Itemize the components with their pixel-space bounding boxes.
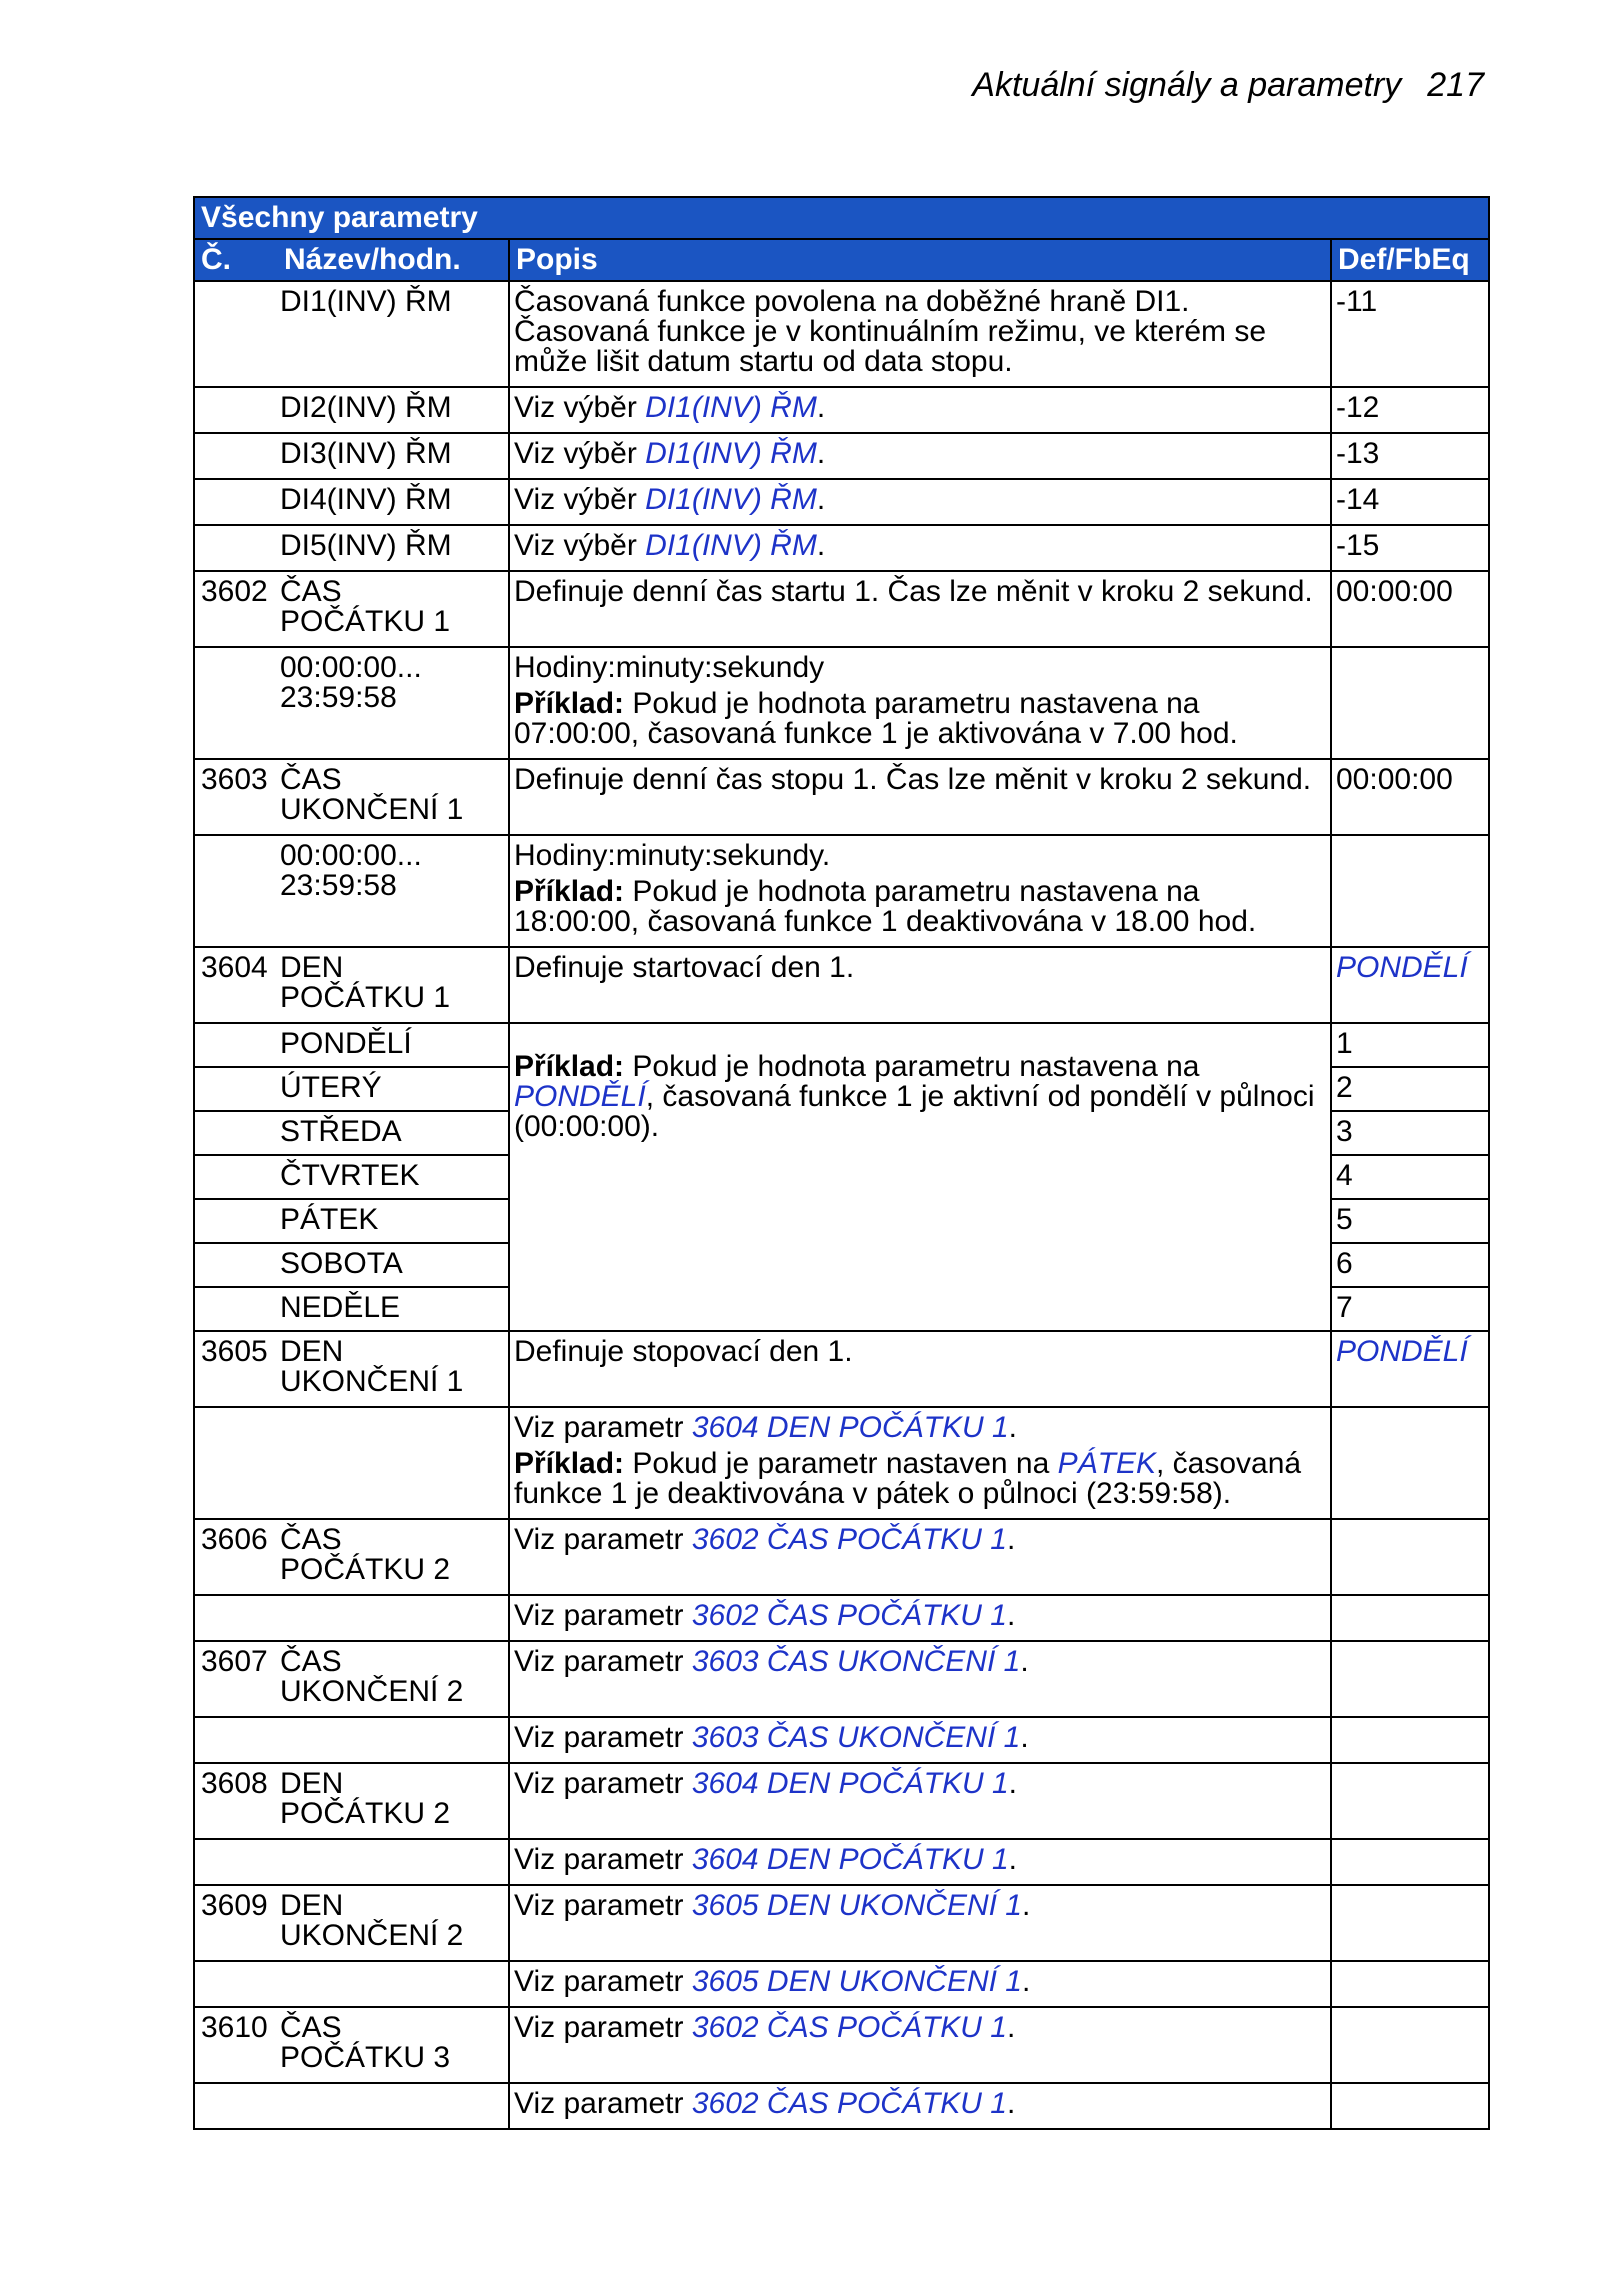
page-header	[972, 66, 1484, 105]
param-desc: Definuje startovací den 1.	[509, 947, 1331, 1023]
table-row	[194, 433, 1489, 479]
param-number: 3605	[194, 1331, 278, 1407]
param-def	[1331, 947, 1489, 1023]
param-link[interactable]: 3602 ČAS POČÁTKU 1	[691, 2087, 1007, 2120]
table-row	[194, 1519, 1489, 1595]
param-name: DI4(INV) ŘM	[278, 479, 509, 525]
param-def: -13	[1331, 433, 1489, 479]
param-name: ČAS POČÁTKU 2	[278, 1519, 509, 1595]
param-name: ČAS POČÁTKU 3	[278, 2007, 509, 2083]
col-header-no: Č.	[194, 239, 278, 281]
day-value: 2	[1331, 1067, 1489, 1111]
param-name: DI1(INV) ŘM	[278, 281, 509, 387]
param-desc: Viz parametr 3602 ČAS POČÁTKU 1.	[509, 1519, 1331, 1595]
param-link[interactable]: 3604 DEN POČÁTKU 1	[691, 1767, 1009, 1800]
param-number: 3608	[194, 1763, 278, 1839]
col-header-name: Název/hodn.	[278, 239, 509, 281]
table-row	[194, 1641, 1489, 1717]
param-desc: Viz parametr 3604 DEN POČÁTKU 1.	[509, 1763, 1331, 1839]
table-row	[194, 1331, 1489, 1407]
param-name: ČAS UKONČENÍ 1	[278, 759, 509, 835]
param-link[interactable]: 3602 ČAS POČÁTKU 1	[691, 2011, 1007, 2044]
day-name: SOBOTA	[278, 1243, 509, 1287]
param-link[interactable]: 3603 ČAS UKONČENÍ 1	[691, 1721, 1021, 1754]
param-link[interactable]: 3602 ČAS POČÁTKU 1	[691, 1599, 1007, 1632]
day-name: PÁTEK	[278, 1199, 509, 1243]
param-desc: Viz parametr 3602 ČAS POČÁTKU 1.	[509, 1595, 1331, 1641]
param-desc: Viz výběr DI1(INV) ŘM.	[509, 433, 1331, 479]
param-def: -12	[1331, 387, 1489, 433]
col-header-def: Def/FbEq	[1331, 239, 1489, 281]
param-desc: Viz parametr 3604 DEN POČÁTKU 1.	[509, 1839, 1331, 1885]
param-link[interactable]: PÁTEK	[1057, 1447, 1157, 1480]
param-number: 3604	[194, 947, 278, 1023]
param-def-link[interactable]: PONDĚLÍ	[1336, 1335, 1468, 1368]
day-value: 6	[1331, 1243, 1489, 1287]
param-name: DEN UKONČENÍ 1	[278, 1331, 509, 1407]
param-link[interactable]: DI1(INV) ŘM	[645, 391, 817, 424]
table-row	[194, 479, 1489, 525]
table-row	[194, 1595, 1489, 1641]
table-row	[194, 1407, 1489, 1519]
param-link[interactable]: DI1(INV) ŘM	[645, 529, 817, 562]
param-desc: Příklad: Pokud je hodnota parametru nastavena na PONDĚLÍ, časovaná funkce 1 je aktivní od pondělí v půlnoci (00:00:00).	[509, 1023, 1331, 1331]
param-number: 3603	[194, 759, 278, 835]
param-link[interactable]: 3602 ČAS POČÁTKU 1	[691, 1523, 1007, 1556]
param-name: DEN POČÁTKU 1	[278, 947, 509, 1023]
param-def: -15	[1331, 525, 1489, 571]
day-name: PONDĚLÍ	[278, 1023, 509, 1067]
param-def	[1331, 1331, 1489, 1407]
param-number: 3610	[194, 2007, 278, 2083]
param-def: 00:00:00	[1331, 759, 1489, 835]
table-row	[194, 2083, 1489, 2129]
table-row	[194, 1763, 1489, 1839]
table-row	[194, 835, 1489, 947]
table-row	[194, 759, 1489, 835]
parameters-table	[193, 196, 1490, 2130]
param-def: -14	[1331, 479, 1489, 525]
param-desc: Viz parametr 3602 ČAS POČÁTKU 1.	[509, 2083, 1331, 2129]
param-name: ČAS UKONČENÍ 2	[278, 1641, 509, 1717]
day-name: NEDĚLE	[278, 1287, 509, 1331]
param-range: 00:00:00... 23:59:58	[278, 647, 509, 759]
day-value: 3	[1331, 1111, 1489, 1155]
col-header-desc: Popis	[509, 239, 1331, 281]
param-desc: Viz výběr DI1(INV) ŘM.	[509, 525, 1331, 571]
param-link[interactable]: 3605 DEN UKONČENÍ 1	[691, 1889, 1022, 1922]
day-value: 7	[1331, 1287, 1489, 1331]
table-row	[194, 387, 1489, 433]
param-def-link[interactable]: PONDĚLÍ	[1336, 951, 1468, 984]
page-number: 217	[1427, 66, 1484, 104]
day-value: 4	[1331, 1155, 1489, 1199]
day-name: ÚTERÝ	[278, 1067, 509, 1111]
param-name: DEN UKONČENÍ 2	[278, 1885, 509, 1961]
table-header-row	[194, 239, 1489, 281]
param-name: DEN POČÁTKU 2	[278, 1763, 509, 1839]
param-desc: Viz výběr DI1(INV) ŘM.	[509, 479, 1331, 525]
param-def: -11	[1331, 281, 1489, 387]
param-desc: Definuje denní čas stopu 1. Čas lze měnit v kroku 2 sekund.	[509, 759, 1331, 835]
table-row	[194, 1023, 1489, 1067]
day-name: STŘEDA	[278, 1111, 509, 1155]
table-row	[194, 571, 1489, 647]
table-row	[194, 525, 1489, 571]
param-link[interactable]: DI1(INV) ŘM	[645, 437, 817, 470]
day-value: 5	[1331, 1199, 1489, 1243]
param-name: DI5(INV) ŘM	[278, 525, 509, 571]
param-number: 3602	[194, 571, 278, 647]
param-desc: Viz výběr DI1(INV) ŘM.	[509, 387, 1331, 433]
param-link[interactable]: 3604 DEN POČÁTKU 1	[691, 1843, 1009, 1876]
param-desc: Viz parametr 3602 ČAS POČÁTKU 1.	[509, 2007, 1331, 2083]
param-desc: Viz parametr 3605 DEN UKONČENÍ 1.	[509, 1885, 1331, 1961]
param-desc: Viz parametr 3603 ČAS UKONČENÍ 1.	[509, 1641, 1331, 1717]
param-desc: Viz parametr 3605 DEN UKONČENÍ 1.	[509, 1961, 1331, 2007]
table-row	[194, 1885, 1489, 1961]
param-number: 3607	[194, 1641, 278, 1717]
param-desc: Definuje denní čas startu 1. Čas lze měnit v kroku 2 sekund.	[509, 571, 1331, 647]
param-name: DI3(INV) ŘM	[278, 433, 509, 479]
param-desc: Hodiny:minuty:sekundy Příklad: Pokud je hodnota parametru nastavena na 07:00:00, časovaná funkce 1 je aktivována v 7.00 hod.	[509, 647, 1331, 759]
table-title: Všechny parametry	[194, 197, 1489, 239]
param-link[interactable]: DI1(INV) ŘM	[645, 483, 817, 516]
param-link[interactable]: PONDĚLÍ	[514, 1080, 646, 1113]
table-row	[194, 1839, 1489, 1885]
day-value: 1	[1331, 1023, 1489, 1067]
param-desc: Hodiny:minuty:sekundy. Příklad: Pokud je hodnota parametru nastavena na 18:00:00, časovaná funkce 1 deaktivována v 18.00 hod.	[509, 835, 1331, 947]
param-range: 00:00:00... 23:59:58	[278, 835, 509, 947]
table-row	[194, 281, 1489, 387]
param-name: ČAS POČÁTKU 1	[278, 571, 509, 647]
table-row	[194, 2007, 1489, 2083]
param-desc: Viz parametr 3604 DEN POČÁTKU 1. Příklad: Pokud je parametr nastaven na PÁTEK, časovaná funkce 1 je deaktivována v pátek o půlnoci (23:59:58).	[509, 1407, 1331, 1519]
param-desc: Časovaná funkce povolena na doběžné hraně DI1. Časovaná funkce je v kontinuálním režimu, ve kterém se může lišit datum startu od data stopu.	[509, 281, 1331, 387]
day-name: ČTVRTEK	[278, 1155, 509, 1199]
table-title-row	[194, 197, 1489, 239]
param-desc: Viz parametr 3603 ČAS UKONČENÍ 1.	[509, 1717, 1331, 1763]
param-name: DI2(INV) ŘM	[278, 387, 509, 433]
table-row	[194, 1961, 1489, 2007]
param-number: 3609	[194, 1885, 278, 1961]
param-desc: Definuje stopovací den 1.	[509, 1331, 1331, 1407]
param-link[interactable]: 3603 ČAS UKONČENÍ 1	[691, 1645, 1021, 1678]
table-row	[194, 647, 1489, 759]
param-link[interactable]: 3604 DEN POČÁTKU 1	[691, 1411, 1009, 1444]
table-row	[194, 947, 1489, 1023]
param-link[interactable]: 3605 DEN UKONČENÍ 1	[691, 1965, 1022, 1998]
table-row	[194, 1717, 1489, 1763]
param-number: 3606	[194, 1519, 278, 1595]
header-title: Aktuální signály a parametry	[972, 66, 1402, 104]
param-def: 00:00:00	[1331, 571, 1489, 647]
